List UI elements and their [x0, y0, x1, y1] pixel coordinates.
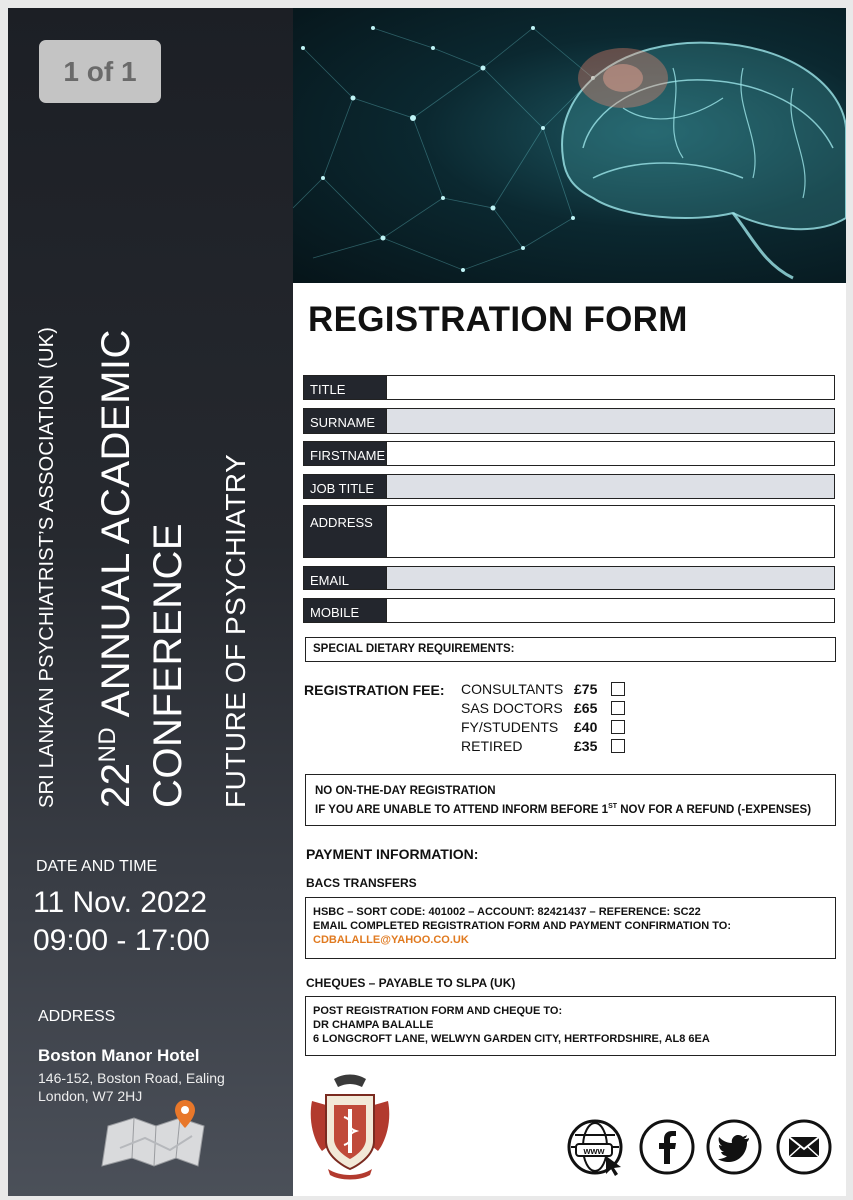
email-label: EMAIL [304, 567, 386, 589]
firstname-field-row [303, 441, 835, 466]
website-icon[interactable] [566, 1118, 624, 1176]
brain-network-banner [293, 8, 846, 283]
facebook-icon[interactable] [638, 1118, 696, 1176]
event-date: 11 Nov. 2022 [33, 886, 208, 919]
firstname-label: FIRSTNAME [304, 442, 386, 465]
fee-name: CONSULTANTS [461, 681, 564, 697]
conference-ordinal-suffix: ND [94, 726, 121, 763]
fee-price: £75 [574, 681, 598, 697]
notice-ordinal-suffix: ST [608, 803, 618, 810]
email-input[interactable] [386, 567, 834, 589]
conference-theme: FUTURE OF PSYCHIATRY [220, 453, 251, 808]
address-field-row [303, 505, 835, 558]
title-input[interactable] [386, 376, 834, 399]
form-title: REGISTRATION FORM [308, 300, 688, 339]
fee-checkbox[interactable] [611, 720, 625, 734]
sidebar-panel [8, 8, 293, 1196]
notice-line-2-end: NOV FOR A REFUND (-EXPENSES) [617, 803, 812, 816]
cheque-heading: CHEQUES – PAYABLE TO SLPA (UK) [306, 976, 516, 990]
job-title-label: JOB TITLE [304, 475, 386, 498]
surname-input[interactable] [386, 409, 834, 433]
bacs-bank-details: HSBC – SORT CODE: 401002 – ACCOUNT: 82421437 – REFERENCE: SC22 [313, 906, 701, 918]
website-label: www [583, 1146, 605, 1156]
event-time: 09:00 - 17:00 [33, 924, 210, 957]
mobile-label: MOBILE [304, 599, 386, 622]
dietary-label: SPECIAL DIETARY REQUIREMENTS: [313, 643, 515, 655]
fee-price: £65 [574, 700, 598, 716]
date-heading: DATE AND TIME [36, 858, 158, 875]
cheque-address: 6 LONGCROFT LANE, WELWYN GARDEN CITY, HERTFORDSHIRE, AL8 6EA [313, 1033, 710, 1045]
payment-heading: PAYMENT INFORMATION: [306, 846, 479, 862]
fee-checkbox[interactable] [611, 682, 625, 696]
registration-page [8, 8, 846, 1196]
conference-ordinal: 22 [94, 762, 138, 808]
venue-city: London, W7 2HJ [38, 1088, 143, 1104]
fee-checkbox[interactable] [611, 701, 625, 715]
surname-label: SURNAME [304, 409, 386, 433]
cheque-instructions: POST REGISTRATION FORM AND CHEQUE TO: [313, 1005, 563, 1017]
firstname-input[interactable] [386, 442, 834, 465]
job-title-field-row [303, 474, 835, 499]
venue-street: 146-152, Boston Road, Ealing [38, 1070, 225, 1086]
address-label: ADDRESS [304, 506, 386, 557]
fee-name: SAS DOCTORS [461, 700, 563, 716]
notice-line-2 [315, 799, 835, 818]
address-heading: ADDRESS [38, 1008, 116, 1025]
cheque-recipient: DR CHAMPA BALALLE [313, 1019, 434, 1031]
bacs-instructions: EMAIL COMPLETED REGISTRATION FORM AND PAYMENT CONFIRMATION TO: [313, 920, 731, 932]
conference-title-line1 [94, 329, 139, 808]
association-name: SRI LANKAN PSYCHIATRIST’S ASSOCIATION (UK) [36, 326, 58, 808]
venue-name: Boston Manor Hotel [38, 1046, 200, 1065]
fee-name: RETIRED [461, 738, 523, 754]
fee-price: £35 [574, 738, 598, 754]
dietary-requirements-field[interactable] [305, 637, 836, 662]
association-crest-icon [304, 1071, 396, 1183]
fee-price: £40 [574, 719, 598, 735]
fee-name: FY/STUDENTS [461, 719, 559, 735]
title-field-row [303, 375, 835, 400]
surname-field-row [303, 408, 835, 434]
fee-checkbox[interactable] [611, 739, 625, 753]
email-icon[interactable] [775, 1118, 833, 1176]
bacs-email-link[interactable]: CDBALALLE@YAHOO.CO.UK [313, 934, 469, 946]
map-pin-icon [100, 1098, 210, 1168]
address-input[interactable] [386, 506, 834, 557]
mobile-input[interactable] [386, 599, 834, 622]
bacs-heading: BACS TRANSFERS [306, 876, 417, 890]
page-counter-badge: 1 of 1 [39, 40, 161, 103]
registration-fee-label: REGISTRATION FEE: [304, 682, 445, 698]
mobile-field-row [303, 598, 835, 623]
conference-title-line2: CONFERENCE [146, 522, 190, 808]
notice-line-1: NO ON-THE-DAY REGISTRATION [315, 785, 496, 797]
email-field-row [303, 566, 835, 590]
registration-notice [305, 774, 836, 826]
twitter-icon[interactable] [705, 1118, 763, 1176]
cheque-details [305, 996, 836, 1056]
bacs-details [305, 897, 836, 959]
conference-title-text: ANNUAL ACADEMIC [94, 329, 138, 727]
notice-line-2-start: IF YOU ARE UNABLE TO ATTEND INFORM BEFORE 1 [315, 803, 609, 816]
job-title-input[interactable] [386, 475, 834, 498]
title-label: TITLE [304, 376, 386, 399]
